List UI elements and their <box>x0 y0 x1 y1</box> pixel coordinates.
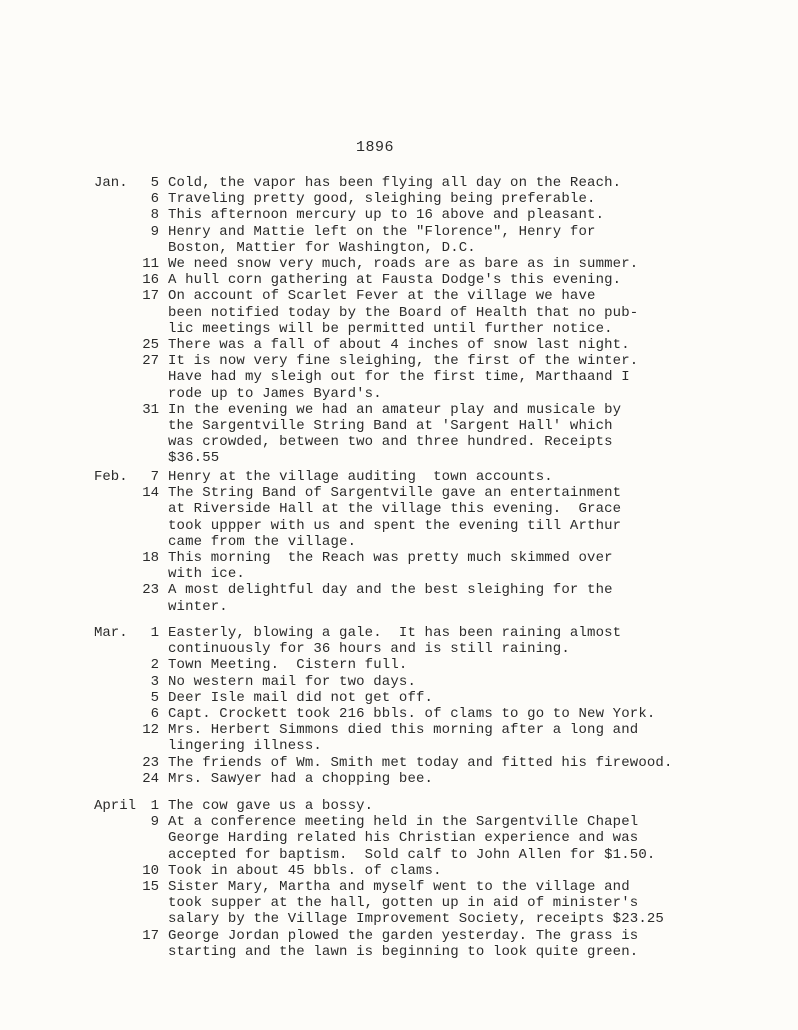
entry-day: 14 <box>142 485 159 502</box>
month-label: Mar. <box>94 625 128 641</box>
entry-text-line: lingering illness. <box>168 738 322 755</box>
entry-text-line: the Sargentville String Band at 'Sargent Hall' which <box>168 418 613 435</box>
entry-text-line: Town Meeting. Cistern full. <box>168 657 408 674</box>
entry-text-line: took uppper with us and spent the evening till Arthur <box>168 517 622 534</box>
entry-text-line: The String Band of Sargentville gave an entertainment <box>168 485 622 502</box>
entry-day: 6 <box>150 191 159 208</box>
entry-text-line: It is now very fine sleighing, the first of the winter. <box>168 353 639 370</box>
month-label: April <box>94 798 137 814</box>
month-label: Jan. <box>94 175 128 191</box>
entry-text-line: Mrs. Herbert Simmons died this morning after a long and <box>168 722 639 739</box>
year-heading: 1896 <box>356 139 395 156</box>
entry-day: 23 <box>142 582 159 599</box>
entry-day: 2 <box>150 657 159 674</box>
entry-text-line: We need snow very much, roads are as bare as in summer. <box>168 256 639 273</box>
entry-text-line: Henry and Mattie left on the "Florence", Henry for <box>168 223 596 240</box>
month-section-jan <box>0 175 798 467</box>
diary-entry <box>0 353 798 402</box>
diary-entry <box>0 863 798 879</box>
diary-entry <box>0 402 798 467</box>
entry-day: 17 <box>142 288 159 305</box>
diary-entry <box>0 224 798 256</box>
entry-text-line: A most delightful day and the best sleighing for the <box>168 582 613 599</box>
entry-text-line: Sister Mary, Martha and myself went to the village and <box>168 879 630 896</box>
entry-day: 9 <box>150 814 159 831</box>
diary-entry <box>0 928 798 960</box>
entry-day: 16 <box>142 272 159 289</box>
diary-entry <box>0 207 798 223</box>
diary-entry <box>0 690 798 706</box>
entry-day: 17 <box>142 927 159 944</box>
diary-entry <box>0 288 798 337</box>
entry-text-line: took supper at the hall, gotten up in aid of minister's <box>168 895 639 912</box>
diary-entry <box>0 706 798 722</box>
entry-text-line: George Harding related his Christian experience and was <box>168 830 639 847</box>
entry-text-line: The cow gave us a bossy. <box>168 798 374 814</box>
entry-text-line: at Riverside Hall at the village this evening. Grace <box>168 501 622 518</box>
entry-day: 27 <box>142 353 159 370</box>
entry-text-line: was crowded, between two and three hundred. Receipts <box>168 434 613 451</box>
entry-text-line: George Jordan plowed the garden yesterday. The grass is <box>168 927 639 944</box>
diary-entry <box>0 722 798 754</box>
diary-entry <box>0 798 798 814</box>
entry-day: 18 <box>142 550 159 567</box>
entry-text-line: Cold, the vapor has been flying all day on the Reach. <box>168 175 622 191</box>
entry-text-line: winter. <box>168 598 228 615</box>
entry-text-line: Traveling pretty good, sleighing being preferable. <box>168 191 596 208</box>
entry-day: 3 <box>150 673 159 690</box>
month-label: Feb. <box>94 469 128 485</box>
entry-text-line: This morning the Reach was pretty much skimmed over <box>168 550 613 567</box>
entry-day: 23 <box>142 754 159 771</box>
entry-text-line: continuously for 36 hours and is still raining. <box>168 641 570 658</box>
entry-text-line: Have had my sleigh out for the first time, Marthaand I <box>168 369 630 386</box>
entry-text-line: lic meetings will be permitted until further notice. <box>168 320 613 337</box>
entry-day: 7 <box>150 469 159 485</box>
entry-text-line: The friends of Wm. Smith met today and fitted his firewood. <box>168 754 673 771</box>
diary-entry <box>0 582 798 614</box>
entry-day: 5 <box>150 689 159 706</box>
entry-day: 11 <box>142 256 159 273</box>
diary-entry <box>0 485 798 550</box>
entry-text-line: Took in about 45 bbls. of clams. <box>168 862 442 879</box>
entry-text-line: Mrs. Sawyer had a chopping bee. <box>168 770 434 787</box>
entry-day: 1 <box>150 625 159 641</box>
entry-text-line: At a conference meeting held in the Sargentville Chapel <box>168 814 639 831</box>
entry-text-line: accepted for baptism. Sold calf to John Allen for $1.50. <box>168 846 656 863</box>
month-section-april <box>0 798 798 960</box>
entry-text-line: Capt. Crockett took 216 bbls. of clams to go to New York. <box>168 706 656 723</box>
diary-entry <box>0 191 798 207</box>
diary-entry <box>0 469 798 485</box>
month-section-mar <box>0 625 798 787</box>
diary-entry <box>0 175 798 191</box>
diary-entry <box>0 814 798 863</box>
entry-text-line: came from the village. <box>168 533 357 550</box>
diary-entry <box>0 256 798 272</box>
entry-text-line: In the evening we had an amateur play and musicale by <box>168 401 622 418</box>
diary-entry <box>0 674 798 690</box>
diary-entry <box>0 771 798 787</box>
entry-text-line: Deer Isle mail did not get off. <box>168 689 434 706</box>
entry-text-line: starting and the lawn is beginning to look quite green. <box>168 943 639 960</box>
entry-day: 8 <box>150 207 159 224</box>
entry-day: 12 <box>142 722 159 739</box>
entry-day: 15 <box>142 879 159 896</box>
diary-entry <box>0 550 798 582</box>
entry-text-line: $36.55 <box>168 450 220 467</box>
entry-day: 9 <box>150 223 159 240</box>
diary-entry <box>0 337 798 353</box>
diary-entry <box>0 657 798 673</box>
entry-text-line: been notified today by the Board of Health that no pub- <box>168 304 639 321</box>
entry-text-line: with ice. <box>168 566 245 583</box>
diary-entry <box>0 879 798 928</box>
entry-text-line: salary by the Village Improvement Society, receipts $23.25 <box>168 911 664 928</box>
entry-text-line: Boston, Mattier for Washington, D.C. <box>168 239 476 256</box>
entry-text-line: This afternoon mercury up to 16 above and pleasant. <box>168 207 605 224</box>
entry-day: 31 <box>142 401 159 418</box>
diary-entry <box>0 272 798 288</box>
entry-text-line: rode up to James Byard's. <box>168 385 382 402</box>
entry-day: 6 <box>150 706 159 723</box>
entry-day: 24 <box>142 770 159 787</box>
diary-entry <box>0 755 798 771</box>
entry-day: 10 <box>142 862 159 879</box>
entry-text-line: On account of Scarlet Fever at the village we have <box>168 288 596 305</box>
diary-entry <box>0 625 798 657</box>
entry-day: 1 <box>150 798 159 814</box>
entry-day: 5 <box>150 175 159 191</box>
entry-text-line: Henry at the village auditing town accounts. <box>168 469 553 485</box>
entry-text-line: A hull corn gathering at Fausta Dodge's this evening. <box>168 272 622 289</box>
entry-text-line: There was a fall of about 4 inches of snow last night. <box>168 337 630 354</box>
entry-text-line: No western mail for two days. <box>168 673 416 690</box>
entry-text-line: Easterly, blowing a gale. It has been raining almost <box>168 625 622 641</box>
entry-day: 25 <box>142 337 159 354</box>
month-section-feb <box>0 469 798 615</box>
